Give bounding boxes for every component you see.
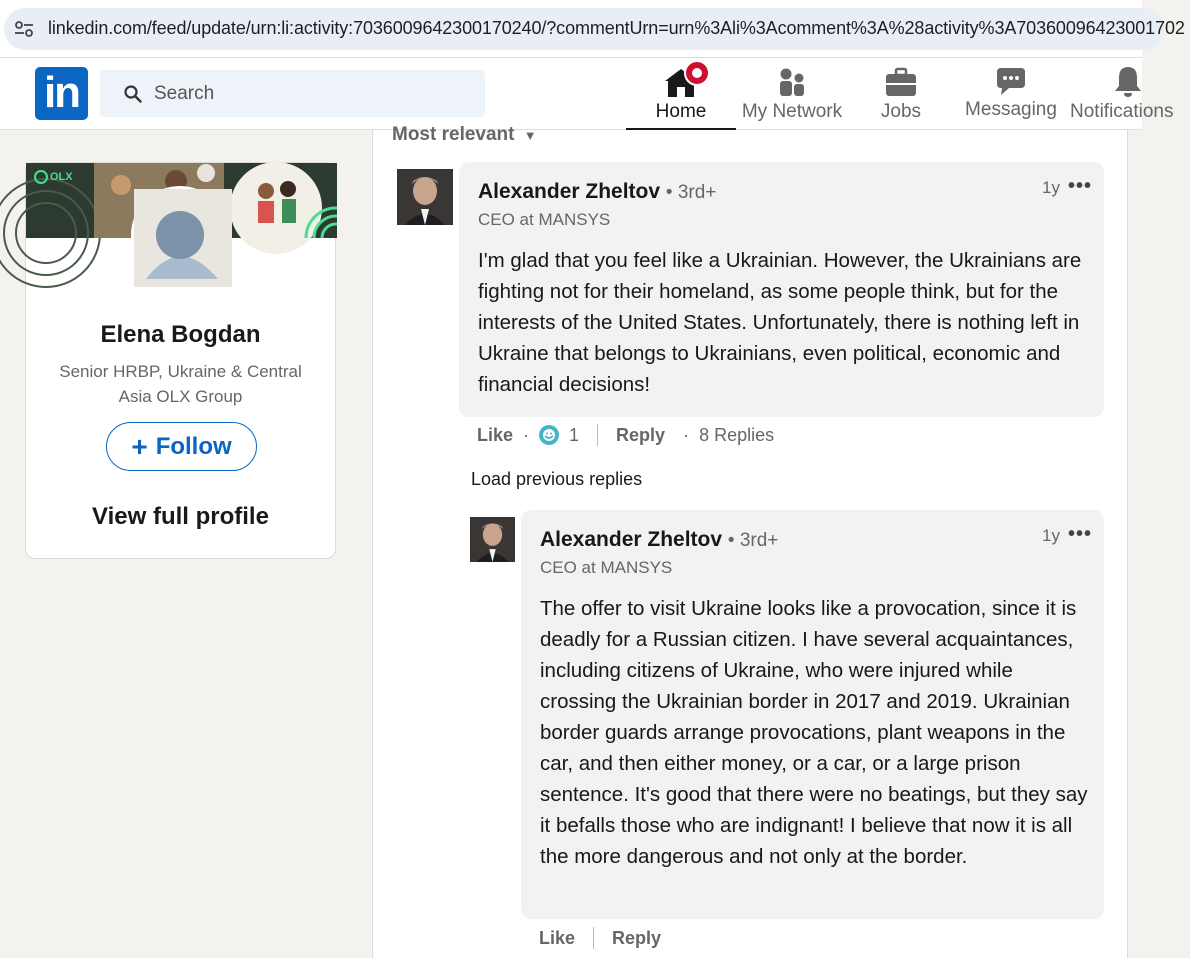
replies-count-link[interactable]: 8 Replies [699, 424, 775, 445]
reply-author-title: CEO at MANSYS [540, 558, 673, 577]
like-button[interactable]: Like [477, 424, 514, 445]
reply-more-options-icon[interactable]: ••• [1068, 523, 1093, 545]
comment-author[interactable]: Alexander Zheltov • 3rd+ [478, 180, 717, 203]
nav-notifications[interactable] [1066, 58, 1190, 130]
sort-dropdown[interactable] [392, 124, 537, 146]
reply-reply-button[interactable]: Reply [612, 927, 662, 948]
profile-headline: Senior HRBP, Ukraine & Central Asia OLX Group [59, 362, 302, 406]
nav-my-network[interactable] [738, 58, 846, 130]
search-input[interactable] [154, 70, 474, 117]
network-icon [772, 64, 812, 100]
profile-name[interactable]: Elena Bogdan [100, 321, 261, 348]
reply-text: The offer to visit Ukraine looks like a provocation, since it is deadly for a Russian citizen. I have several acquaintances, including citizens of Ukraine, who were injured while crossing the Ukrainian border in 2017 and 2019. Ukrainian border guards arrange provocations, plant weapons in the car, and then either money, or a car, or a large prison sentence. It's good that there were no beatings, but they say it befalls those who are indignant! I believe that now it is all the more dangerous and not only at the border. [540, 597, 1088, 868]
url-text[interactable]: linkedin.com/feed/update/urn:li:activity:7036009642300170240/?commentUrn=urn%3Ali%3Acomment%3A%28activity%3A70360096423001702 [48, 18, 1185, 38]
comment-timestamp: 1y [1042, 178, 1060, 197]
comments-section [372, 124, 1128, 958]
notification-badge [684, 60, 710, 86]
linkedin-logo[interactable]: in [35, 67, 88, 120]
olx-brand-logo: OLX [34, 170, 73, 184]
commenter-photo [397, 169, 453, 225]
reply-connection-degree: • 3rd+ [727, 530, 779, 551]
sort-label: Most relevant [392, 124, 515, 145]
more-options-icon[interactable]: ••• [1068, 175, 1093, 197]
caret-down-icon: ▼ [523, 128, 537, 143]
default-avatar-icon [134, 189, 232, 287]
reply-actions [539, 927, 661, 949]
avatar[interactable] [131, 186, 229, 284]
connection-degree: • 3rd+ [665, 182, 717, 203]
view-full-profile-link[interactable]: View full profile [92, 503, 269, 530]
nav-my-network-label: My Network [741, 101, 843, 122]
nav-home[interactable] [626, 58, 736, 130]
search-box[interactable] [100, 70, 485, 117]
comment-author-title: CEO at MANSYS [478, 210, 611, 229]
messaging-icon [991, 64, 1031, 100]
nav-jobs[interactable] [860, 58, 942, 130]
nav-notifications-label: Notifications [1070, 101, 1174, 122]
reply-author-photo [470, 517, 515, 562]
follow-label: Follow [155, 432, 232, 460]
browser-address-bar [0, 0, 1185, 58]
reply-author-avatar[interactable] [470, 517, 515, 562]
profile-card [25, 162, 336, 559]
plus-icon: + [131, 430, 148, 462]
search-icon [124, 85, 142, 103]
briefcase-icon [881, 64, 921, 100]
reply-button[interactable]: Reply [616, 424, 666, 445]
comment-text: I'm glad that you feel like a Ukrainian. However, the Ukrainians are fighting not for their homeland, as some people think, but for the interests of the United States. Unfortunately, there is nothing left in Ukraine that belongs to Ukrainians, even political, economic and financial decisions! [478, 249, 1082, 396]
reply-like-button[interactable]: Like [539, 927, 576, 948]
site-settings-icon[interactable] [14, 20, 34, 38]
linkedin-nav [0, 58, 1174, 130]
nav-messaging[interactable] [960, 58, 1062, 130]
comment-actions: Like · 1 Reply · 8 Replies [477, 424, 775, 445]
reaction-icon[interactable] [539, 425, 559, 445]
reaction-count[interactable]: 1 [569, 424, 580, 445]
commenter-avatar[interactable] [397, 169, 453, 225]
nav-messaging-label: Messaging [965, 99, 1057, 120]
follow-button[interactable] [106, 422, 257, 471]
reply-timestamp: 1y [1042, 526, 1060, 545]
nav-jobs-label: Jobs [880, 101, 922, 122]
nav-home-label: Home [655, 101, 707, 122]
load-previous-replies-button[interactable]: Load previous replies [471, 469, 643, 489]
reply-author[interactable]: Alexander Zheltov • 3rd+ [540, 528, 779, 551]
bell-icon [1108, 64, 1148, 100]
